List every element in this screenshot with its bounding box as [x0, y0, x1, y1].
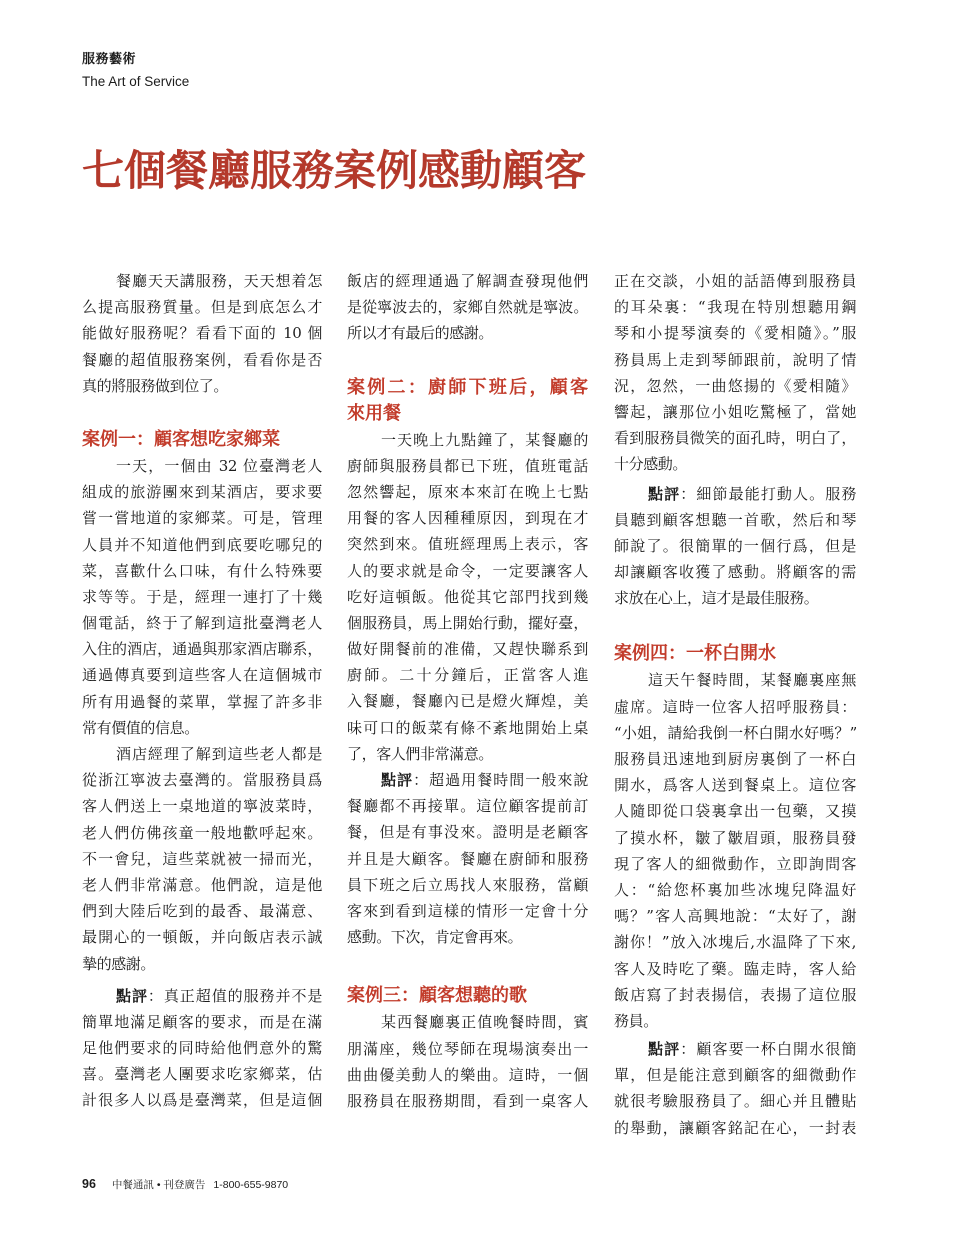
case-4-body-line: 務員。 — [614, 1011, 658, 1030]
case-2-body-line: 忽然響起，原來本來訂在晚上七點 — [347, 482, 588, 501]
case-3-body-line: 況，忽然，一曲悠揚的《愛相隨》 — [614, 376, 856, 395]
footer-publication: 中餐通訊 • 刊登廣告 — [111, 1179, 206, 1191]
case-4-body-line: 客人及時吃了藥。臨走時，客人給 — [614, 959, 856, 978]
case-3-body-line: 朋滿座，幾位琴師在現場演奏出一 — [347, 1039, 588, 1058]
case-1-body-line: 所有用過餐的菜單，掌握了許多非 — [82, 692, 322, 711]
case-4-body-line: 服務員迅速地到厨房裏倒了一杯白 — [614, 750, 856, 768]
case-1-body-line: 求等等。于是，經理一連打了十幾 — [82, 587, 322, 606]
case-1-body-line: 個電話，終于了解到這批臺灣老人 — [82, 614, 322, 633]
column-2 — [347, 268, 588, 1114]
case-2-body-line: 一天晚上九點鐘了，某餐廳的 — [381, 430, 588, 449]
case-1-comment-line: 簡單地滿足顧客的要求，而是在滿 — [82, 1012, 322, 1031]
case-2-heading: 來用餐 — [347, 402, 401, 424]
case-1-comment-line: 飯店的經理通過了解調查發現他們 — [347, 272, 588, 290]
case-3-comment-line: 却讓顧客收獲了感動。將顧客的需 — [614, 563, 856, 582]
column-3 — [614, 268, 856, 1141]
intro-line: 餐廳的超值服務案例，看看你是否 — [82, 350, 322, 369]
case-1-body-line: 通過傳真要到這些客人在這個城市 — [82, 666, 322, 685]
case-2-body-line: 突然到來。值班經理馬上表示，客 — [347, 535, 588, 554]
case-1-body-line: 組成的旅游團來到某酒店，要求要 — [82, 483, 322, 502]
intro-line: 么提高服務質量。但是到底怎么才 — [82, 298, 322, 317]
case-1-body-line: 從浙江寧波去臺灣的。當服務員爲 — [82, 771, 322, 790]
case-1-comment-line: 所以才有最后的感謝。 — [347, 324, 494, 343]
case-3-body-line: 服務員在服務期間，看到一桌客人 — [347, 1091, 588, 1110]
case-2-body-line: 了，客人們非常滿意。 — [347, 744, 494, 763]
case-4-body-line: 現了客人的細微動作，立即詢問客 — [614, 854, 856, 873]
case-3-body-line: 的耳朵裏：“我現在特別想聽用鋼 — [614, 298, 856, 317]
footer-phone: 1-800-655-9870 — [213, 1179, 289, 1191]
case-3-body-line: 看到服務員微笑的面孔時，明白了， — [614, 429, 856, 448]
case-3-body-line: 曲曲優美動人的樂曲。這時，一個 — [347, 1065, 588, 1084]
case-3-body-line: 響起，讓那位小姐吃驚極了，當她 — [614, 402, 856, 421]
intro-line: 能做好服務呢？看看下面的 10 個 — [82, 324, 322, 343]
case-2-body-line: 個服務員，馬上開始行動，擺好臺， — [347, 613, 588, 632]
case-2-body-line: 廚師與服務員都已下班，值班電話 — [347, 456, 588, 475]
case-1-body-line: 最開心的一頓飯，并向飯店表示誠 — [82, 928, 322, 947]
case-1-body-line: 老人們非常滿意。他們說，這是他 — [82, 875, 322, 894]
case-2-body-line: 入餐廳，餐廳內已是燈火輝煌，美 — [347, 692, 588, 711]
case-1-body-line: 老人們仿佛孩童一般地歡呼起來。 — [82, 823, 322, 842]
case-4-body-line: 嗎？”客人高興地說：“太好了，謝 — [614, 907, 856, 926]
case-1-body-line: 摯的感謝。 — [82, 954, 156, 973]
case-1-body-line: 客人們送上一桌地道的寧波菜時， — [82, 797, 322, 816]
case-4-heading: 案例四：一杯白開水 — [614, 643, 776, 665]
case-3-body-line: 務員馬上走到琴師跟前，說明了情 — [614, 350, 856, 369]
case-1-body-line: 酒店經理了解到這些老人都是 — [116, 745, 322, 763]
page-number: 96 — [82, 1177, 96, 1191]
case-1-comment-line — [82, 983, 322, 1009]
case-4-body-line: 虛席。這時一位客人招呼服務員： — [614, 697, 856, 716]
case-4-body-line: 這天午餐時間，某餐廳裏座無 — [648, 671, 856, 690]
case-2-comment-line: 員下班之后立馬找人來服務，當顧 — [347, 875, 588, 894]
case-3-comment-line — [614, 481, 856, 507]
case-1-body-line: 人員并不知道他們到底要吃哪兒的 — [82, 535, 322, 554]
case-3-heading: 案例三：顧客想聽的歌 — [347, 985, 527, 1007]
case-2-comment-line: 感動。下次，肯定會再來。 — [347, 928, 523, 947]
case-4-comment-line: 就很考驗服務員了。細心并且體貼 — [614, 1092, 856, 1111]
case-4-body-line: 謝你！”放入冰塊后,水温降了下來, — [614, 933, 856, 952]
case-1-comment-line: 計很多人以爲是臺灣菜，但是這個 — [82, 1091, 322, 1110]
case-1-comment-line: 足他們要求的同時給他們意外的驚 — [82, 1039, 322, 1058]
case-3-body-line: 某西餐廳裏正值晚餐時間，賓 — [381, 1013, 588, 1032]
section-label: 服務藝術 — [82, 52, 137, 67]
comment-text: ：細節最能打動人。服務 — [680, 484, 856, 503]
comment-text: ：顧客要一杯白開水很簡 — [680, 1040, 856, 1059]
case-2-body-line: 吃好這頓飯。他從其它部門找到幾 — [347, 587, 588, 606]
comment-label: 點評 — [648, 1040, 681, 1059]
intro-line: 餐廳天天講服務，天天想着怎 — [116, 272, 322, 290]
comment-label: 點評 — [116, 986, 148, 1005]
case-4-body-line: 了摸水杯，皺了皺眉頭，服務員發 — [614, 828, 856, 847]
case-3-comment-line: 員聽到顧客想聽一首歌，然后和琴 — [614, 510, 856, 529]
case-2-comment-line: 并且是大顧客。餐廳在廚師和服務 — [347, 849, 588, 868]
page-footer — [82, 1176, 288, 1192]
case-2-body-line: 用餐的客人因種種原因，到現在才 — [347, 509, 588, 528]
comment-label: 點評 — [381, 771, 414, 789]
case-4-comment-line: 的舉動，讓顧客銘記在心，一封表 — [614, 1118, 856, 1137]
case-3-comment-line: 求放在心上，這才是最佳服務。 — [614, 589, 819, 608]
comment-text: ：超過用餐時間一般來說 — [413, 771, 588, 789]
case-4-body-line: 開水，爲客人送到餐桌上。這位客 — [614, 776, 856, 795]
case-1-body-line: 常有價值的信息。 — [82, 718, 199, 737]
case-3-comment-line: 師說了。很簡單的一個行爲，但是 — [614, 536, 856, 555]
case-4-comment-line: 單，但是能注意到顧客的細微動作 — [614, 1066, 856, 1085]
case-1-body-line: 嘗一嘗地道的家鄉菜。可是，管理 — [82, 509, 322, 528]
case-2-comment-line: 餐，但是有事没來。證明是老顧客 — [347, 823, 588, 842]
case-4-body-line: 飯店寫了封表揚信，表揚了這位服 — [614, 985, 856, 1004]
case-2-comment-line: 客來到看到這樣的情形一定會十分 — [347, 901, 588, 920]
case-1-body-line: 一天，一個由 32 位臺灣老人 — [116, 456, 322, 475]
case-2-body-line: 廚師。二十分鐘后，正當客人進 — [347, 666, 588, 685]
column-1 — [82, 268, 322, 1114]
comment-text: ：真正超值的服務并不是 — [147, 986, 322, 1005]
case-1-body-line: 們到大陸后吃到的最香、最滿意、 — [82, 902, 322, 921]
article-title: 七個餐廳服務案例感動顧客 — [82, 146, 587, 195]
intro-line: 真的將服務做到位了。 — [82, 376, 229, 395]
case-4-body-line: 人隨即從口袋裏拿出一包藥，又摸 — [614, 802, 856, 821]
case-3-body-line: 正在交談，小姐的話語傳到服務員 — [614, 272, 856, 290]
case-2-body-line: 人的要求就是命令，一定要讓客人 — [347, 561, 588, 580]
case-1-body-line: 入住的酒店，通過與那家酒店聯系， — [82, 640, 322, 659]
section-label-english: The Art of Service — [82, 74, 190, 89]
case-1-body-line: 菜，喜歡什么口味，有什么特殊要 — [82, 561, 322, 580]
case-2-comment-line — [347, 767, 588, 793]
case-1-comment-line: 是從寧波去的，家鄉自然就是寧波。 — [347, 298, 588, 317]
case-3-body-line: 十分感動。 — [614, 455, 688, 474]
case-2-heading: 案例二：廚師下班后，顧客 — [347, 376, 588, 398]
case-1-body-line: 不一會兒，這些菜就被一掃而光， — [82, 849, 322, 868]
case-2-body-line: 味可口的飯菜有條不紊地開始上桌 — [347, 718, 588, 737]
case-4-body-line: “小姐，請給我倒一杯白開水好嗎？” — [614, 723, 856, 742]
case-2-comment-line: 餐廳都不再接單。這位顧客提前訂 — [347, 797, 588, 816]
case-4-comment-line — [614, 1036, 856, 1062]
comment-label: 點評 — [648, 484, 681, 503]
case-4-body-line: 人：“給您杯裏加些冰塊兒降温好 — [614, 880, 856, 899]
case-2-body-line: 做好開餐前的准備，又趕快聯系到 — [347, 640, 588, 659]
case-3-body-line: 琴和小提琴演奏的《愛相隨》。”服 — [614, 324, 856, 343]
case-1-heading: 案例一：顧客想吃家鄉菜 — [82, 428, 280, 450]
case-1-comment-line: 喜。臺灣老人團要求吃家鄉菜，估 — [82, 1065, 322, 1084]
